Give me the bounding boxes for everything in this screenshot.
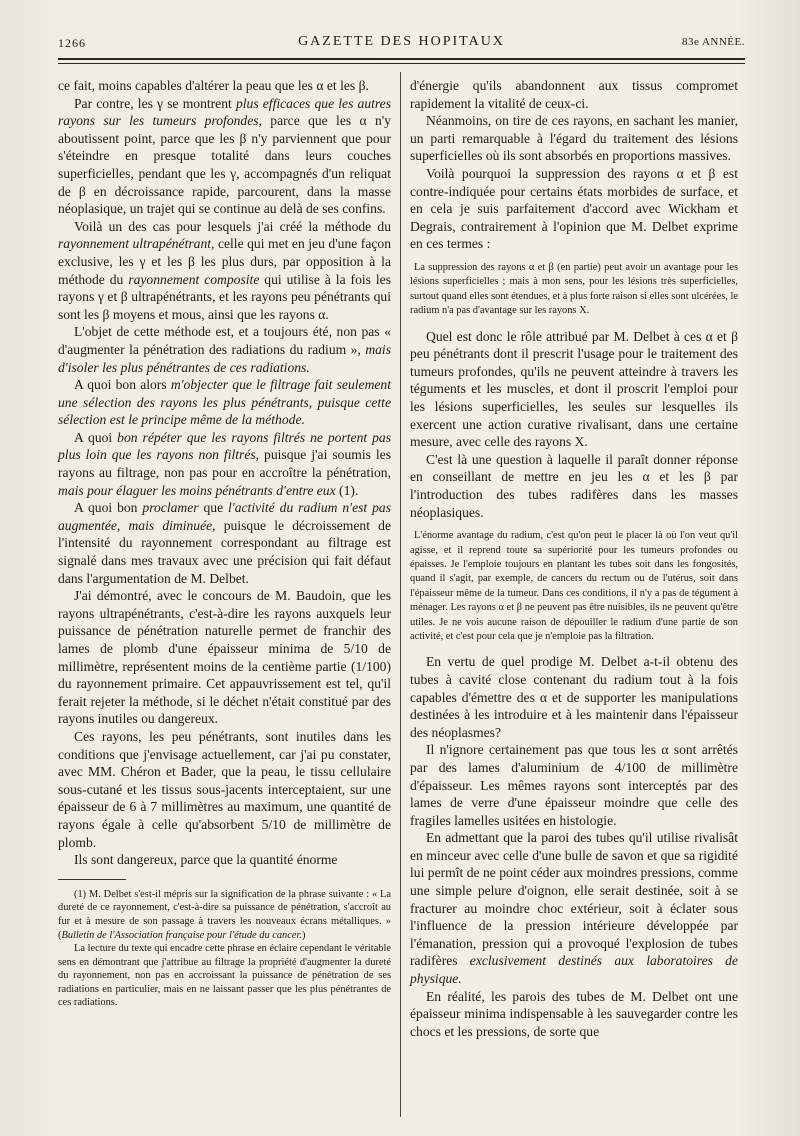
right-column bbox=[410, 77, 738, 1040]
paragraph: L'objet de cette méthode est, et a toujours été, non pas « d'augmenter la pénétration des radiations du radium », mais d'isoler les plus pénétrantes de ces radiations. bbox=[58, 324, 391, 375]
paragraph: Voilà un des cas pour lesquels j'ai créé la méthode du rayonnement ultrapénétrant, celle qui met en jeu d'une façon exclusive, les γ et les β les plus durs, par opposition à la méthode du rayonnement composite qui utilise à la fois les rayons γ et β ultrapénétrants, et les rayons peu pénétrants qui sont les β moyens et mous, ainsi que les rayons α. bbox=[58, 218, 391, 322]
block-quote: La suppression des rayons α et β (en partie) peut avoir un avantage pour les lésions superficielles ; mais à mon sens, pour les lésions très superficielles, surtout quand elles sont étendues, et à plus forte raison si elles sont ulcérées, le radium n'a pas d'avantage sur les rayons X. bbox=[410, 261, 738, 317]
paragraph: Par contre, les γ se montrent plus efficaces que les autres rayons sur les tumeurs profondes, parce que les α n'y aboutissent point, parce que les β n'y parviennent que pour s'éteindre en presque totalité dans leurs couches superficielles, pendant que les γ, accompagnés d'un reliquat de β en décroissance rapide, parcourent, dans la masse néoplasique, un trajet qui se continue au delà de ses confins. bbox=[58, 95, 392, 217]
paragraph: En réalité, les parois des tubes de M. Delbet ont une épaisseur minima indispensable à les sauvegarder contre les chocs et les pressions, de sorte que bbox=[410, 988, 738, 1039]
running-head bbox=[58, 34, 745, 54]
footnote: La lecture du texte qui encadre cette phrase en éclaire cependant le véritable sens en démontrant que j'attribue au filtrage la propriété d'augmenter la dureté du rayonnement, non pas en accroissant la puissance de pénétration de ses radiations en particulier, mais en ne laissant passer que les plus pénétrantes de ces radiations. bbox=[58, 943, 391, 1009]
paragraph: Voilà pourquoi la suppression des rayons α et β est contre-indiquée pour certains états morbides de surface, et en cela je suis parfaitement d'accord avec Wickham et Degrais, contrairement à l'opinion que M. Delbet exprime en ces termes : bbox=[410, 165, 738, 252]
paragraph: Quel est donc le rôle attribué par M. Delbet à ces α et β peu pénétrants dont il prescrit l'usage pour le traitement des tumeurs profondes, qu'ils ne peuvent atteindre à travers les téguments et les muscles, et dont il proscrit l'emploi pour les lésions superficielles, les seules sur lesquelles ils exercent une action curative rivalisant, dans une certaine mesure, avec celle des rayons X. bbox=[410, 328, 738, 450]
paragraph: Il n'ignore certainement pas que tous les α sont arrêtés par des lames d'aluminium de 4/100 de millimètre d'épaisseur. Les mêmes rayons sont interceptés par des lames de verre d'une épaisseur moindre que celle des fragiles lamelles usitées en histologie. bbox=[410, 742, 738, 828]
header-rule-thick bbox=[58, 58, 745, 60]
paragraph: A quoi bon proclamer que l'activité du radium n'est pas augmentée, mais diminuée, puisque le décroissement de l'intensité du rayonnement correspondant au filtrage est signalé dans mes travaux avec une précision qui fait défaut dans l'argumentation de M. Delbet. bbox=[58, 500, 391, 586]
footnote-rule bbox=[58, 879, 126, 880]
paragraph: Ces rayons, les peu pénétrants, sont inutiles dans les conditions que j'envisage actuellement, car j'ai pu constater, avec MM. Chéron et Bader, que la peau, le tissu cellulaire sous-cutané et les tissus sous-jacents interceptaient, sur une épaisseur de 6 à 7 millimètres au maximum, une quantité de rayons égale à celle qu'absorbent 5/10 de millimètre de plomb. bbox=[58, 728, 391, 850]
journal-title: GAZETTE DES HOPITAUX bbox=[298, 34, 505, 49]
paragraph: d'énergie qu'ils abandonnent aux tissus compromet rapidement la vitalité de ceux-ci. bbox=[410, 78, 738, 111]
footnote: (1) M. Delbet s'est-il mépris sur la signification de la phrase suivante : « La dureté de ce rayonnement, c'est-à-dire sa puissance de pénétration, s'accroît au fur et à mesure de son passage à travers les nouveaux écrans métalliques. » (Bulletin de l'Association française pour l'étude du cancer.) bbox=[58, 888, 391, 941]
paragraph: A quoi bon alors m'objecter que le filtrage fait seulement une sélection des rayons les plus pénétrants, puisque cette sélection est le principe même de la méthode. bbox=[58, 377, 391, 428]
paragraph: En vertu de quel prodige M. Delbet a-t-il obtenu des tubes à cavité close contenant du radium tout à la fois capables d'émettre des α et de supporter les manipulations destinées à les introduire et à les maintenir dans l'épaisseur des néoplasmes? bbox=[410, 654, 738, 740]
page-number: 1266 bbox=[58, 36, 86, 50]
paragraph: ce fait, moins capables d'altérer la peau que les α et les β. bbox=[58, 78, 369, 93]
year-label: 83e ANNÉE. bbox=[681, 36, 745, 48]
paragraph: Ils sont dangereux, parce que la quantité énorme bbox=[74, 852, 338, 868]
left-column bbox=[58, 77, 391, 1010]
paragraph: A quoi bon répéter que les rayons filtrés ne portent pas plus loin que les rayons non filtrés, puisque j'ai soumis les rayons au filtrage, non pas pour en accroître la pénétration, mais pour élaguer les moins pénétrants d'entre eux (1). bbox=[58, 429, 391, 498]
column-separator bbox=[400, 72, 401, 1117]
paragraph: En admettant que la paroi des tubes qu'il utilise rivalisât en minceur avec celle d'une bulle de savon et que sa rigidité lui permît de ne point céder aux moindres pressions, comme une simple pelure d'oignon, elle serait destinée, soit à se fracturer au moindre choc extérieur, soit à éclater sous l'influence de la pression intérieure développée par l'émanation, pression qui a provoqué l'explosion de tubes radifères exclusivement destinés aux laboratoires de physique. bbox=[410, 830, 738, 987]
block-quote: L'énorme avantage du radium, c'est qu'on peut le placer là où l'on veut qu'il agisse, et il reprend toute sa supériorité pour les tumeurs profondes ou épaisses. Je l'emploie toujours en plantant les tubes soit dans les fongosités, quand il s'agit, par exemple, de cancers du rectum ou de l'utérus, soit dans l'épaisseur même de la tumeur. Dans ces conditions, il n'y a pas de tégument à ménager. Les rayons α et β ne peuvent pas être nuisibles, ils ne peuvent qu'être utiles. Je ne vois aucune raison de dépouiller le radium d'une partie de son activité, et c'est pour cela que je n'emploie pas la filtration. bbox=[410, 530, 738, 642]
paragraph: J'ai démontré, avec le concours de M. Baudoin, que les rayons ultrapénétrants, c'est-à-dire les rayons auxquels leur puissance de pénétration naturelle permet de franchir des lames de plomb d'une épaisseur minima de 5/10 de millimètre, représentent moins de la centième partie (1/100) du rayonnement primaire. Cet appauvrissement est tel, qu'il ferait rejeter la méthode, si le déchet n'était constitué par des rayons inutiles ou dangereux. bbox=[58, 588, 391, 727]
header-rule-thin bbox=[58, 63, 745, 64]
paragraph: Néanmoins, on tire de ces rayons, en sachant les manier, un parti remarquable à l'égard du traitement des lésions superficielles où ils sont absorbés en proportions massives. bbox=[410, 113, 738, 164]
paragraph: C'est là une question à laquelle il paraît donner réponse en conseillant de mettre en jeu les α et les β par l'introduction des tubes radifères dans les masses néoplasiques. bbox=[410, 451, 738, 520]
